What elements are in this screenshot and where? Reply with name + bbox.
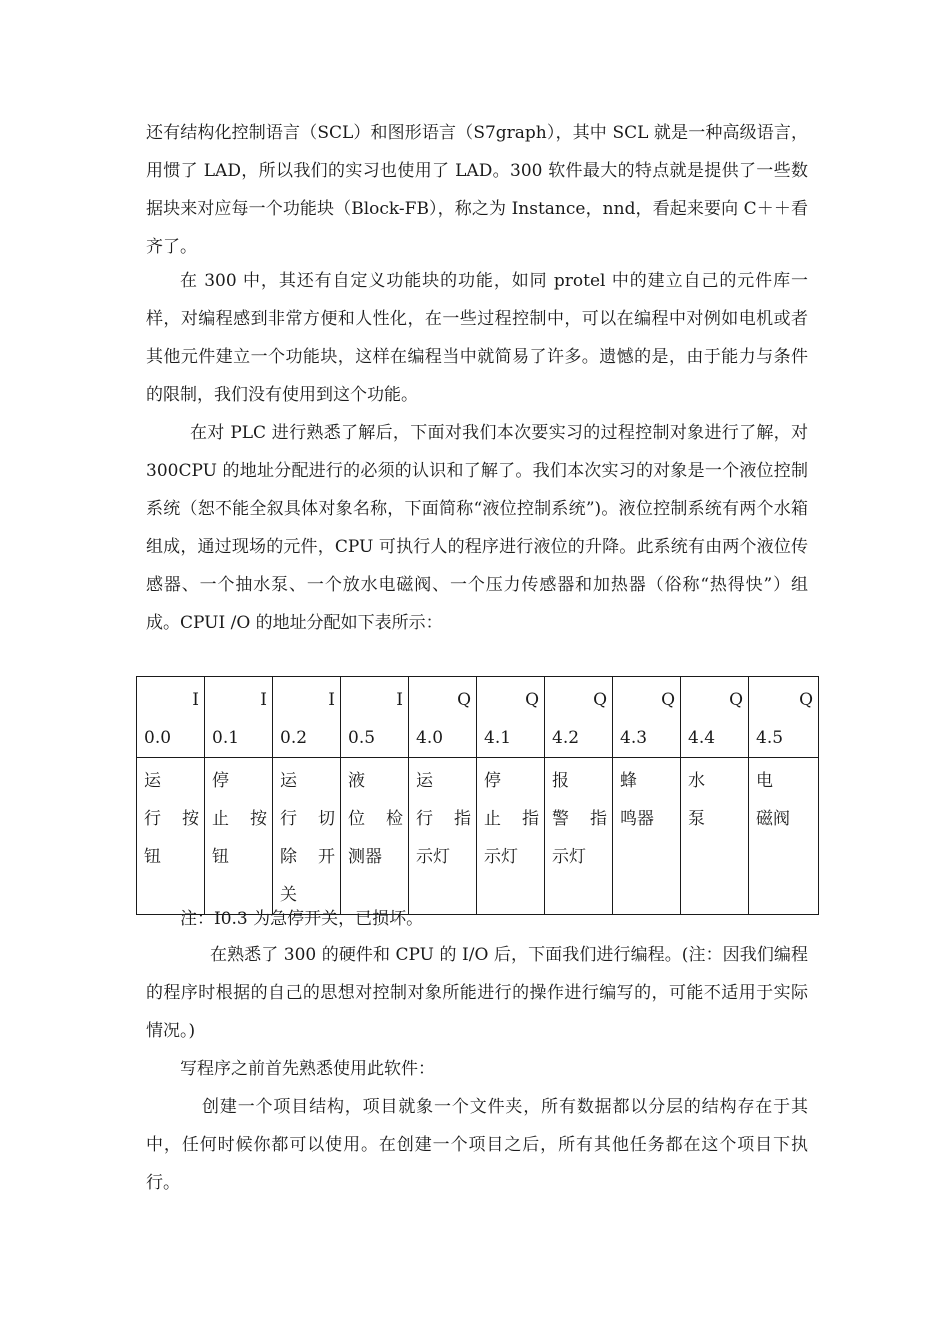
description-cell: 液 位 检 测器 bbox=[341, 758, 409, 915]
address-cell: Q 4.1 bbox=[477, 677, 545, 758]
address-cell: Q 4.4 bbox=[681, 677, 749, 758]
address-cell: Q 4.3 bbox=[613, 677, 681, 758]
description-cell: 水 泵 bbox=[681, 758, 749, 915]
table-note: 注：I0.3 为急停开关，已损坏。 bbox=[180, 909, 424, 929]
address-row bbox=[137, 677, 819, 758]
address-cell: Q 4.0 bbox=[409, 677, 477, 758]
io-address-table bbox=[136, 676, 819, 915]
paragraph-project-structure: 创建一个项目结构，项目就象一个文件夹，所有数据都以分层的结构存在于其中，任何时候你都可以使用。在创建一个项目之后，所有其他任务都在这个项目下执行。 bbox=[146, 1097, 808, 1193]
address-cell: Q 4.2 bbox=[545, 677, 613, 758]
description-cell: 运 行 指 示灯 bbox=[409, 758, 477, 915]
description-row bbox=[137, 758, 819, 915]
description-cell: 停 止 指 示灯 bbox=[477, 758, 545, 915]
address-cell: Q 4.5 bbox=[749, 677, 819, 758]
description-cell: 电 磁阀 bbox=[749, 758, 819, 915]
paragraph-liquid-level-system: 在对 PLC 进行熟悉了解后，下面对我们本次要实习的过程控制对象进行了解，对 300CPU 的地址分配进行的必须的认识和了解了。我们本次实习的对象是一个液位控制系统（恕不能全叙具体对象名称，下面简称“液位控制系统”)。液位控制系统有两个水箱组成，通过现场的元件，CPU 可执行人的程序进行液位的升降。此系统有由两个液位传感器、一个抽水泵、一个放水电磁阀、一个压力传感器和加热器（俗称“热得快”）组成。CPUI /O 的地址分配如下表所示： bbox=[146, 423, 808, 633]
paragraph-scl-lad: 还有结构化控制语言（SCL）和图形语言（S7graph），其中 SCL 就是一种高级语言，用惯了 LAD，所以我们的实习也使用了 LAD。300 软件最大的特点就是提供了一些数据块来对应每一个功能块（Block-FB），称之为 Instance，nnd，看起来要向 C＋＋看齐了。 bbox=[146, 123, 808, 257]
address-cell: I 0.2 bbox=[273, 677, 341, 758]
paragraph-software-familiarize: 写程序之前首先熟悉使用此软件： bbox=[180, 1059, 435, 1079]
description-cell: 运 行 按 钮 bbox=[137, 758, 205, 915]
description-cell: 停 止 按 钮 bbox=[205, 758, 273, 915]
description-cell: 蜂 鸣器 bbox=[613, 758, 681, 915]
address-cell: I 0.5 bbox=[341, 677, 409, 758]
address-cell: I 0.1 bbox=[205, 677, 273, 758]
description-cell: 报 警 指 示灯 bbox=[545, 758, 613, 915]
address-cell: I 0.0 bbox=[137, 677, 205, 758]
paragraph-programming-intro: 在熟悉了 300 的硬件和 CPU 的 I/O 后，下面我们进行编程。(注：因我们编程的程序时根据的自己的思想对控制对象所能进行的操作进行编写的，可能不适用于实际情况。) bbox=[146, 945, 808, 1041]
paragraph-custom-function-block: 在 300 中，其还有自定义功能块的功能，如同 protel 中的建立自己的元件库一样，对编程感到非常方便和人性化，在一些过程控制中，可以在编程中对例如电机或者其他元件建立一个功能块，这样在编程当中就简易了许多。遗憾的是，由于能力与条件的限制，我们没有使用到这个功能。 bbox=[146, 271, 808, 405]
description-cell: 运 行 切 除 开 关 bbox=[273, 758, 341, 915]
